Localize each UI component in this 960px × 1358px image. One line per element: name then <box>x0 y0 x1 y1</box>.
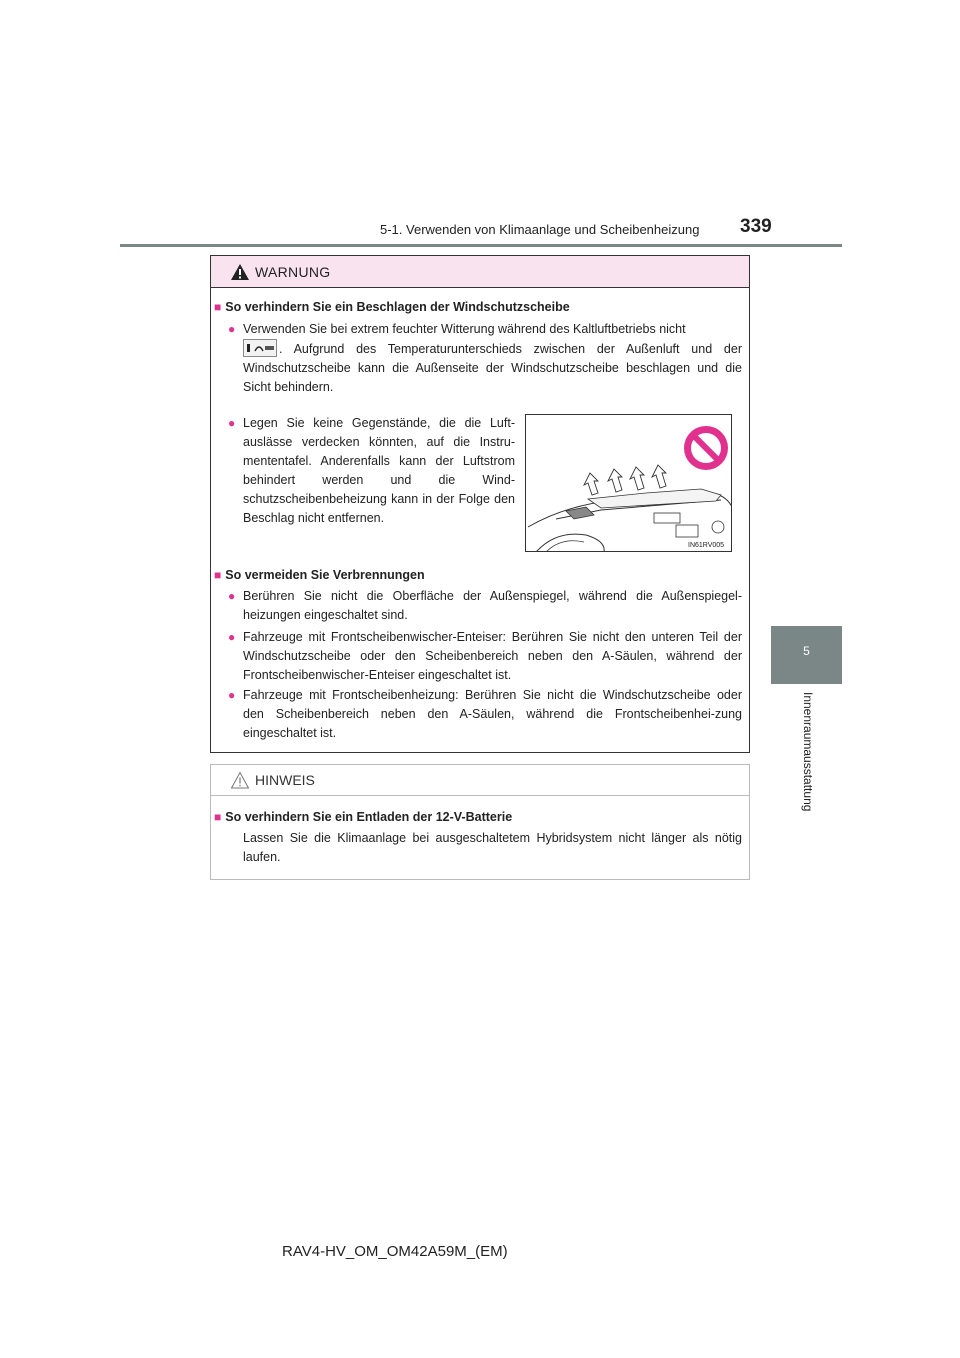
notice-title: HINWEIS <box>255 772 315 788</box>
notice-text: Lassen Sie die Klimaanlage bei ausgeschaltetem Hybridsystem nicht länger als nötig laufen. <box>243 831 742 864</box>
bullet-text: Verwenden Sie bei extrem feuchter Witterung während des Kaltluftbetriebs nicht <box>243 322 686 336</box>
chapter-label: Innenraumausstattung <box>801 692 815 812</box>
square-bullet-icon: ■ <box>214 300 222 314</box>
bullet-text: . Aufgrund des Temperaturunterschieds zwischen der Außenluft und der Windschutzscheibe kann die Außenseite der Windschutzscheibe beschlagen und die Sicht behindern. <box>243 342 742 394</box>
round-bullet-icon: ● <box>228 589 236 603</box>
round-bullet-icon: ● <box>228 322 236 336</box>
round-bullet-icon: ● <box>228 416 236 430</box>
heading-text: So verhindern Sie ein Beschlagen der Windschutzscheibe <box>225 300 570 314</box>
round-bullet-icon: ● <box>228 630 236 644</box>
bullet-item <box>228 686 742 743</box>
front-defroster-button-icon <box>243 339 277 357</box>
bullet-item <box>228 414 515 528</box>
notice-header <box>211 765 749 796</box>
figure-code: IN61RV005 <box>688 542 725 549</box>
heading-text: So vermeiden Sie Verbrennungen <box>225 568 425 582</box>
square-bullet-icon: ■ <box>214 810 222 824</box>
model-code: RAV4-HV_OM_OM42A59M_(EM) <box>282 1243 508 1260</box>
header-rule <box>120 244 842 247</box>
bullet-text: Berühren Sie nicht die Oberfläche der Außenspiegel, während die Außenspiegel-heizungen eingeschaltet sind. <box>243 589 742 622</box>
bullet-text: Fahrzeuge mit Frontscheibenwischer-Enteiser: Berühren Sie nicht den unteren Teil der Windschutzscheibe oder den Scheibenbereich neben den A-Säulen, während der Frontscheibenwischer-Enteiser eingeschaltet ist. <box>243 630 742 682</box>
warning-triangle-icon <box>230 263 250 281</box>
warning-header <box>211 256 749 288</box>
page-number: 339 <box>740 216 772 237</box>
round-bullet-icon: ● <box>228 688 236 702</box>
bullet-item <box>228 628 742 685</box>
bullet-item <box>228 587 742 625</box>
bullet-item <box>228 320 742 397</box>
notice-heading <box>214 810 512 824</box>
chapter-number: 5 <box>803 644 810 658</box>
section-title: 5-1. Verwenden von Klimaanlage und Scheibenheizung <box>380 222 700 237</box>
section-heading-fogging <box>214 300 570 314</box>
section-heading-burns <box>214 568 425 582</box>
bullet-text: Legen Sie keine Gegenstände, die die Luft-auslässe verdecken könnten, auf die Instru-mententafel. Anderenfalls kann der Luftstrom behindert werden und die Wind-schutzscheibenbeheizung kann in der Folge den Beschlag nicht entfernen. <box>243 416 515 525</box>
warning-title: WARNUNG <box>255 264 331 280</box>
chapter-tab <box>771 626 842 684</box>
dashboard-no-objects-icon <box>526 415 732 552</box>
dashboard-illustration <box>525 414 732 552</box>
heading-text: So verhindern Sie ein Entladen der 12-V-Batterie <box>225 810 513 824</box>
bullet-text: Fahrzeuge mit Frontscheibenheizung: Berühren Sie nicht die Windschutzscheibe oder den Scheibenbereich neben den A-Säulen, während die Frontscheibenhei-zung eingeschaltet ist. <box>243 688 742 740</box>
caution-triangle-icon <box>230 771 250 789</box>
square-bullet-icon: ■ <box>214 568 222 582</box>
